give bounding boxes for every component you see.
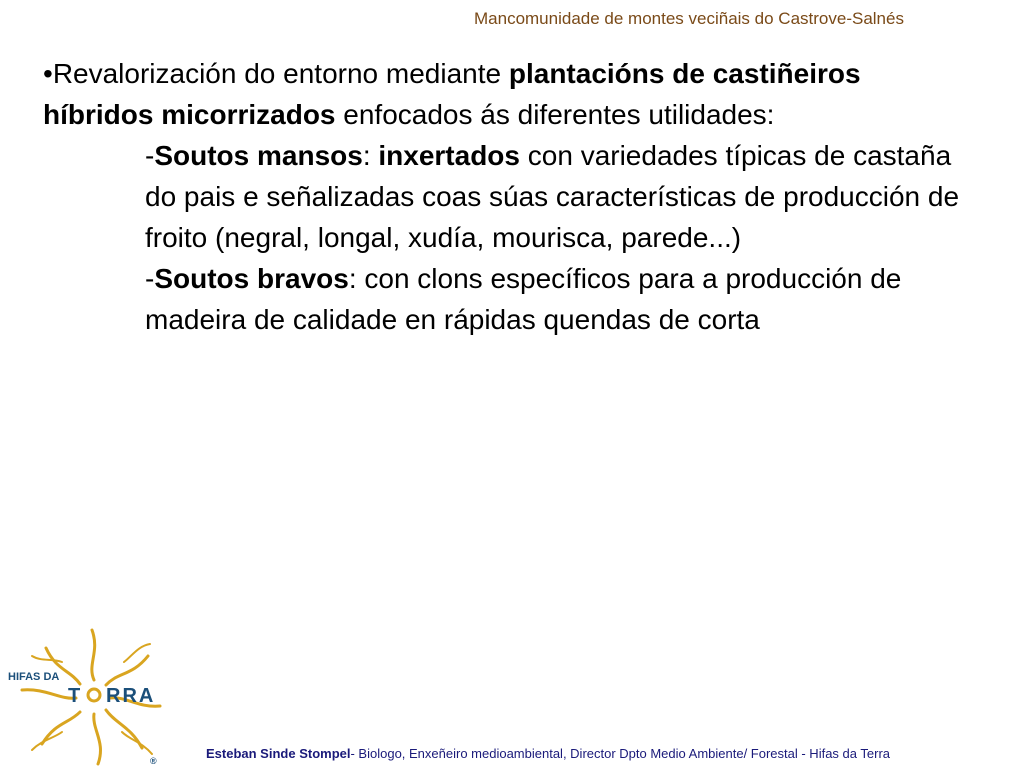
bullet-emphasis: plantacións de castiñeiros híbridos micorrizados [43, 58, 861, 130]
item1-colon: : [362, 140, 379, 171]
logo-text-line1: HIFAS DA [8, 671, 60, 683]
item2-text: : con clons específicos para a producción de madeira de calidade en rápidas quendas de corta [145, 263, 902, 335]
bullet-rest: enfocados ás diferentes utilidades: [335, 99, 775, 130]
item1-keyword: inxertados [378, 140, 520, 171]
hifas-da-terra-logo [2, 622, 167, 768]
item1-text: con variedades típicas de castaña do pais e señalizadas coas súas características de producción de froito (negral, longal, xudía, mourisca, parede...) [145, 140, 960, 253]
footer-credit [206, 745, 890, 763]
item-soutos-bravos [43, 258, 973, 340]
header-title: Mancomunidade de montes veciñais do Castrove-Salnés [474, 9, 904, 28]
slide-body [43, 53, 973, 340]
logo-text-rra: RRA [106, 685, 156, 707]
bullet-paragraph [43, 53, 973, 135]
item1-title: Soutos mansos [154, 140, 363, 171]
bullet-marker: • [43, 58, 53, 89]
item2-dash: - [145, 263, 155, 294]
footer-author: Esteban Sinde Stompel [206, 746, 351, 761]
item-soutos-mansos [43, 135, 973, 258]
item1-dash: - [145, 140, 155, 171]
bullet-intro: Revalorización do entorno mediante [52, 58, 509, 89]
logo-text-t: T [68, 685, 83, 707]
item2-title: Soutos bravos [154, 263, 349, 294]
registered-mark: ® [150, 756, 157, 766]
footer-role: - Biologo, Enxeñeiro medioambiental, Director Dpto Medio Ambiente/ Forestal - Hifas da Terra [350, 746, 890, 761]
